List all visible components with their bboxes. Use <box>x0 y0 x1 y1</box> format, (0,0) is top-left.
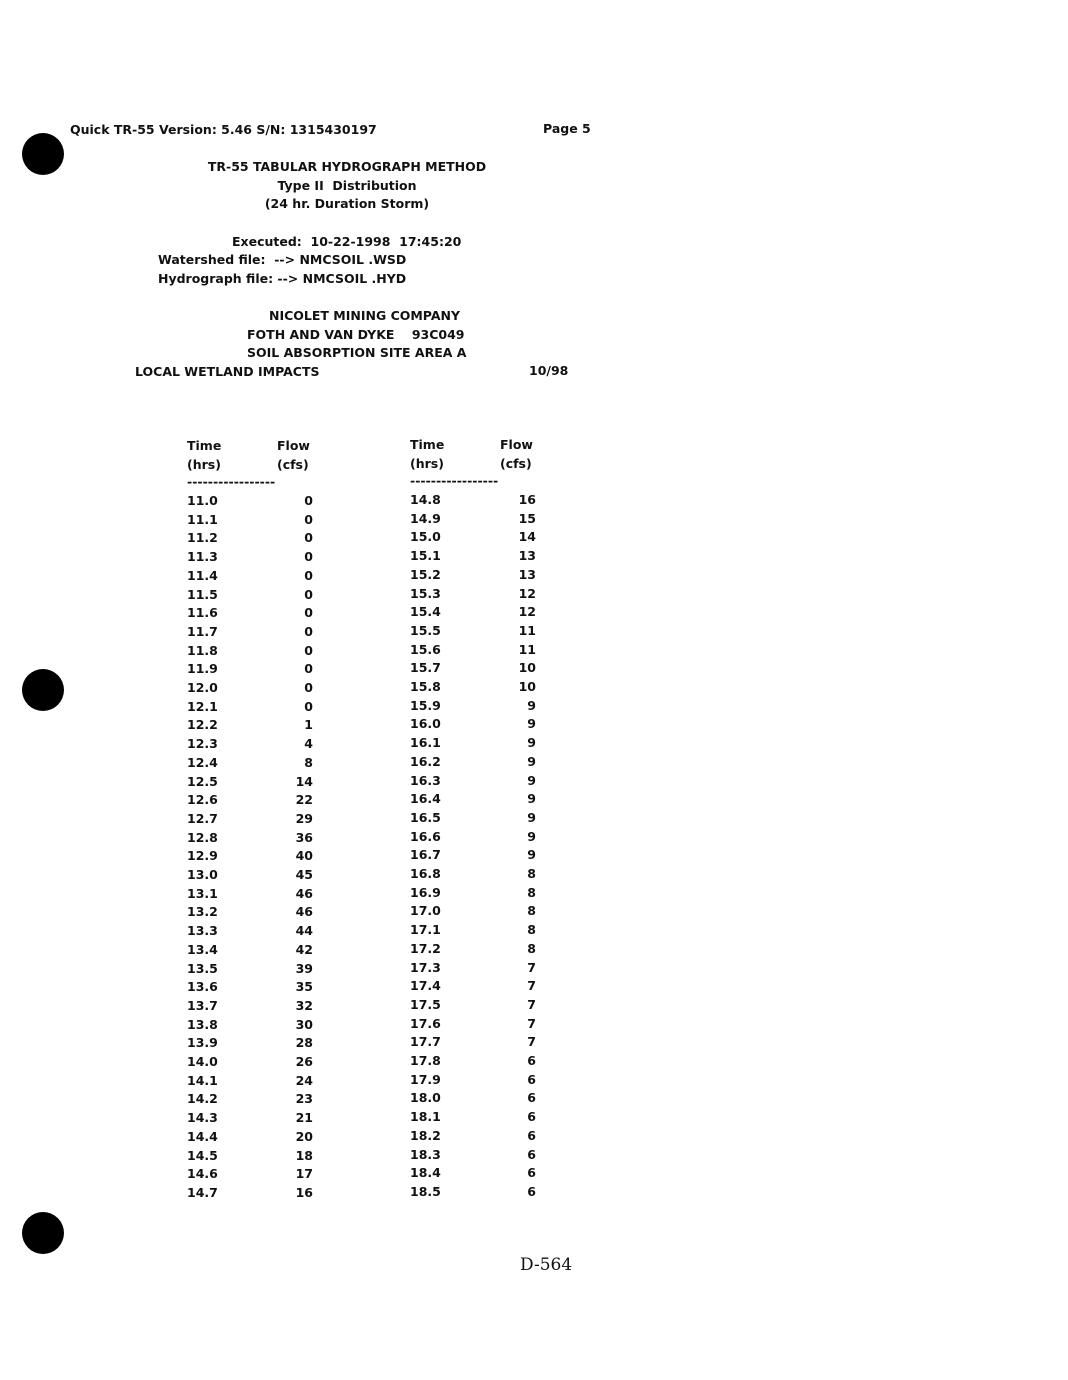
flow-cell: 0 <box>304 493 313 508</box>
time-cell: 17.4 <box>410 978 441 994</box>
table-row <box>187 810 317 828</box>
table-row <box>187 548 317 566</box>
time-cell: 15.5 <box>410 622 441 638</box>
table-row <box>410 828 540 846</box>
time-cell: 14.1 <box>187 1072 218 1088</box>
table-row <box>410 1183 540 1201</box>
time-cell: 12.7 <box>187 810 218 826</box>
table-row <box>187 847 317 865</box>
table-row <box>187 829 317 847</box>
flow-cell: 0 <box>304 511 313 527</box>
method-title: TR-55 TABULAR HYDROGRAPH METHOD <box>207 159 487 174</box>
table-row <box>187 716 317 734</box>
time-cell: 12.4 <box>187 754 218 770</box>
time-cell: 13.9 <box>187 1035 218 1051</box>
flow-cell: 6 <box>527 1071 536 1087</box>
flow-cell: 9 <box>527 697 536 713</box>
table-row <box>410 491 540 509</box>
time-cell: 13.0 <box>187 867 218 882</box>
table-row <box>410 528 540 546</box>
flow-cell: 22 <box>295 792 313 808</box>
table-row <box>410 1146 540 1164</box>
time-cell: 15.1 <box>410 548 441 564</box>
time-cell: 18.5 <box>410 1183 441 1199</box>
table-row <box>187 623 317 641</box>
flow-cell: 9 <box>527 753 536 769</box>
flow-cell: 8 <box>527 940 536 956</box>
time-cell: 15.6 <box>410 641 441 657</box>
flow-cell: 12 <box>518 604 536 620</box>
time-cell: 18.1 <box>410 1109 441 1125</box>
time-cell: 17.8 <box>410 1053 441 1068</box>
table-row <box>410 659 540 677</box>
time-cell: 18.2 <box>410 1127 441 1143</box>
table-row <box>410 1071 540 1089</box>
flow-cell: 10 <box>518 679 536 694</box>
table-row <box>410 1164 540 1182</box>
table-row <box>410 1052 540 1070</box>
time-cell: 12.2 <box>187 717 218 733</box>
flow-cell: 7 <box>527 978 536 994</box>
flow-cell: 8 <box>304 754 313 770</box>
time-cell: 17.5 <box>410 996 441 1012</box>
table-row <box>410 547 540 565</box>
col-flow-header: Flow <box>500 437 533 452</box>
flow-cell: 9 <box>527 735 536 751</box>
time-cell: 13.6 <box>187 979 218 995</box>
time-cell: 14.2 <box>187 1091 218 1107</box>
time-cell: 11.7 <box>187 623 218 639</box>
table-row <box>410 940 540 958</box>
time-cell: 17.3 <box>410 959 441 975</box>
flow-cell: 11 <box>518 641 536 657</box>
table-row <box>410 641 540 659</box>
table-row <box>187 1034 317 1052</box>
flow-cell: 44 <box>295 923 313 939</box>
table-row <box>187 922 317 940</box>
table-row <box>410 884 540 902</box>
flow-cell: 28 <box>295 1035 313 1051</box>
flow-cell: 0 <box>304 530 313 546</box>
time-cell: 11.6 <box>187 605 218 621</box>
table-row <box>187 1184 317 1202</box>
time-cell: 12.3 <box>187 736 218 752</box>
table-row <box>187 698 317 716</box>
time-cell: 13.2 <box>187 904 218 920</box>
table-row <box>187 1053 317 1071</box>
col-time-header: Time <box>187 438 222 453</box>
table-row <box>410 697 540 715</box>
flow-cell: 6 <box>527 1090 536 1106</box>
site-line: SOIL ABSORPTION SITE AREA A <box>247 345 467 360</box>
flow-cell: 6 <box>527 1183 536 1199</box>
flow-cell: 26 <box>295 1054 313 1069</box>
flow-cell: 6 <box>527 1146 536 1162</box>
table-row <box>187 1165 317 1183</box>
time-cell: 15.3 <box>410 585 441 601</box>
table-row <box>187 642 317 660</box>
time-cell: 12.9 <box>187 848 218 864</box>
time-cell: 16.1 <box>410 735 441 751</box>
flow-cell: 30 <box>295 1016 313 1032</box>
flow-cell: 13 <box>518 566 536 582</box>
time-cell: 14.8 <box>410 492 441 507</box>
table-row <box>410 902 540 920</box>
flow-cell: 16 <box>295 1184 313 1200</box>
table-row <box>187 941 317 959</box>
time-cell: 12.6 <box>187 792 218 808</box>
time-cell: 16.3 <box>410 772 441 788</box>
table-row <box>410 959 540 977</box>
time-cell: 11.1 <box>187 511 218 527</box>
table-row <box>187 529 317 547</box>
table-row <box>410 1033 540 1051</box>
table-row <box>410 790 540 808</box>
table-row <box>187 492 317 510</box>
time-cell: 16.5 <box>410 809 441 825</box>
time-cell: 16.6 <box>410 828 441 844</box>
time-cell: 12.8 <box>187 829 218 845</box>
time-cell: 16.2 <box>410 753 441 769</box>
table-row <box>187 978 317 996</box>
flow-cell: 7 <box>527 1034 536 1050</box>
time-cell: 12.0 <box>187 680 218 695</box>
flow-cell: 21 <box>295 1110 313 1126</box>
time-cell: 11.8 <box>187 642 218 658</box>
time-cell: 14.4 <box>187 1128 218 1144</box>
table-row <box>187 735 317 753</box>
flow-cell: 4 <box>304 736 313 752</box>
table-row <box>187 885 317 903</box>
flow-cell: 0 <box>304 605 313 621</box>
table-row <box>187 754 317 772</box>
flow-cell: 42 <box>295 941 313 957</box>
flow-cell: 7 <box>527 996 536 1012</box>
flow-cell: 29 <box>295 810 313 826</box>
time-cell: 15.7 <box>410 660 441 676</box>
time-cell: 12.5 <box>187 773 218 789</box>
table-row <box>410 603 540 621</box>
punch-hole-bottom <box>22 1212 64 1254</box>
time-cell: 11.3 <box>187 549 218 565</box>
flow-cell: 7 <box>527 959 536 975</box>
flow-cell: 16 <box>518 492 536 507</box>
flow-cell: 46 <box>295 904 313 920</box>
flow-cell: 1 <box>304 717 313 733</box>
flow-cell: 40 <box>295 848 313 864</box>
time-cell: 11.2 <box>187 530 218 546</box>
flow-cell: 0 <box>304 567 313 583</box>
project-date: 10/98 <box>529 363 569 378</box>
flow-cell: 46 <box>295 885 313 901</box>
time-cell: 15.0 <box>410 529 441 545</box>
time-cell: 18.0 <box>410 1090 441 1106</box>
engineer-line: FOTH AND VAN DYKE 93C049 <box>247 327 465 342</box>
time-cell: 13.3 <box>187 923 218 939</box>
time-cell: 16.4 <box>410 791 441 807</box>
flow-cell: 45 <box>295 867 313 882</box>
time-cell: 16.0 <box>410 716 441 732</box>
table-row <box>187 866 317 884</box>
table-row <box>410 510 540 528</box>
table-row <box>187 660 317 678</box>
flow-cell: 35 <box>295 979 313 995</box>
flow-cell: 6 <box>527 1165 536 1181</box>
table-row <box>187 679 317 697</box>
flow-cell: 10 <box>518 660 536 676</box>
time-cell: 15.4 <box>410 604 441 620</box>
table-row <box>410 678 540 696</box>
time-cell: 12.1 <box>187 698 218 714</box>
table-row <box>187 1090 317 1108</box>
table-row <box>187 604 317 622</box>
time-cell: 18.3 <box>410 1146 441 1162</box>
table-row <box>410 921 540 939</box>
distribution-title: Type II Distribution <box>277 178 417 193</box>
time-cell: 13.8 <box>187 1016 218 1032</box>
time-cell: 13.1 <box>187 885 218 901</box>
col-time-unit: (hrs) <box>410 456 444 471</box>
time-cell: 15.8 <box>410 679 441 694</box>
time-cell: 15.9 <box>410 697 441 713</box>
executed-line: Executed: 10-22-1998 17:45:20 <box>232 234 462 249</box>
storm-duration-title: (24 hr. Duration Storm) <box>264 196 430 211</box>
time-cell: 16.7 <box>410 847 441 863</box>
flow-cell: 9 <box>527 791 536 807</box>
flow-cell: 8 <box>527 866 536 881</box>
table-row <box>410 734 540 752</box>
table-row <box>187 1072 317 1090</box>
table-row <box>187 1147 317 1165</box>
version-line: Quick TR-55 Version: 5.46 S/N: 1315430197 <box>70 122 377 137</box>
table-row <box>410 566 540 584</box>
watershed-file-line: Watershed file: --> NMCSOIL .WSD <box>158 252 407 267</box>
table-separator: ----------------- <box>187 474 276 489</box>
flow-cell: 0 <box>304 623 313 639</box>
flow-cell: 20 <box>295 1128 313 1144</box>
time-cell: 11.5 <box>187 586 218 602</box>
flow-cell: 0 <box>304 642 313 658</box>
table-separator: ----------------- <box>410 473 499 488</box>
flow-cell: 24 <box>295 1072 313 1088</box>
table-row <box>410 585 540 603</box>
time-cell: 17.9 <box>410 1071 441 1087</box>
punch-hole-top <box>22 133 64 175</box>
table-row <box>410 809 540 827</box>
flow-cell: 23 <box>295 1091 313 1107</box>
time-cell: 16.9 <box>410 884 441 900</box>
time-cell: 14.5 <box>187 1147 218 1163</box>
table-row <box>187 1128 317 1146</box>
time-cell: 15.2 <box>410 566 441 582</box>
time-cell: 17.0 <box>410 903 441 919</box>
flow-cell: 0 <box>304 661 313 677</box>
time-cell: 18.4 <box>410 1165 441 1181</box>
time-cell: 14.0 <box>187 1054 218 1069</box>
flow-cell: 6 <box>527 1053 536 1068</box>
table-row <box>187 791 317 809</box>
subject-line: LOCAL WETLAND IMPACTS <box>135 364 320 379</box>
table-row <box>187 1016 317 1034</box>
time-cell: 11.0 <box>187 493 218 508</box>
flow-cell: 9 <box>527 847 536 863</box>
flow-cell: 9 <box>527 828 536 844</box>
time-cell: 14.3 <box>187 1110 218 1126</box>
table-row <box>187 511 317 529</box>
time-cell: 13.7 <box>187 997 218 1013</box>
flow-cell: 9 <box>527 772 536 788</box>
document-page-id: D-564 <box>520 1255 573 1275</box>
col-flow-header: Flow <box>277 438 310 453</box>
flow-cell: 17 <box>295 1166 313 1182</box>
flow-cell: 15 <box>518 510 536 526</box>
table-row <box>410 715 540 733</box>
flow-cell: 9 <box>527 716 536 732</box>
flow-cell: 12 <box>518 585 536 601</box>
table-row <box>187 773 317 791</box>
table-row <box>410 1015 540 1033</box>
table-row <box>187 586 317 604</box>
flow-cell: 13 <box>518 548 536 564</box>
flow-cell: 39 <box>295 960 313 976</box>
table-row <box>187 903 317 921</box>
time-cell: 14.7 <box>187 1184 218 1200</box>
time-cell: 14.9 <box>410 510 441 526</box>
time-cell: 17.7 <box>410 1034 441 1050</box>
flow-cell: 6 <box>527 1109 536 1125</box>
table-row <box>410 977 540 995</box>
flow-cell: 0 <box>304 549 313 565</box>
time-cell: 17.1 <box>410 922 441 938</box>
table-row <box>410 865 540 883</box>
flow-cell: 0 <box>304 680 313 695</box>
time-cell: 17.6 <box>410 1015 441 1031</box>
flow-cell: 11 <box>518 622 536 638</box>
time-cell: 13.4 <box>187 941 218 957</box>
table-row <box>187 997 317 1015</box>
time-cell: 11.9 <box>187 661 218 677</box>
flow-cell: 7 <box>527 1015 536 1031</box>
flow-cell: 14 <box>295 773 313 789</box>
page-number: Page 5 <box>543 121 591 136</box>
time-cell: 16.8 <box>410 866 441 881</box>
flow-cell: 6 <box>527 1127 536 1143</box>
punch-hole-middle <box>22 669 64 711</box>
table-row <box>187 1109 317 1127</box>
flow-cell: 9 <box>527 809 536 825</box>
hydrograph-file-line: Hydrograph file: --> NMCSOIL .HYD <box>158 271 407 286</box>
company-name: NICOLET MINING COMPANY <box>269 308 461 323</box>
table-row <box>410 1127 540 1145</box>
col-time-unit: (hrs) <box>187 457 221 472</box>
col-flow-unit: (cfs) <box>500 456 532 471</box>
table-row <box>410 846 540 864</box>
table-row <box>410 1108 540 1126</box>
time-cell: 17.2 <box>410 940 441 956</box>
flow-cell: 0 <box>304 586 313 602</box>
col-flow-unit: (cfs) <box>277 457 309 472</box>
table-row <box>410 996 540 1014</box>
table-row <box>187 960 317 978</box>
time-cell: 14.6 <box>187 1166 218 1182</box>
flow-cell: 18 <box>295 1147 313 1163</box>
flow-cell: 8 <box>527 922 536 938</box>
flow-cell: 32 <box>295 997 313 1013</box>
flow-cell: 8 <box>527 903 536 919</box>
flow-cell: 36 <box>295 829 313 845</box>
table-row <box>410 1089 540 1107</box>
time-cell: 11.4 <box>187 567 218 583</box>
table-row <box>410 622 540 640</box>
col-time-header: Time <box>410 437 445 452</box>
table-row <box>187 567 317 585</box>
flow-cell: 14 <box>518 529 536 545</box>
table-row <box>410 772 540 790</box>
table-row <box>410 753 540 771</box>
flow-cell: 8 <box>527 884 536 900</box>
time-cell: 13.5 <box>187 960 218 976</box>
flow-cell: 0 <box>304 698 313 714</box>
